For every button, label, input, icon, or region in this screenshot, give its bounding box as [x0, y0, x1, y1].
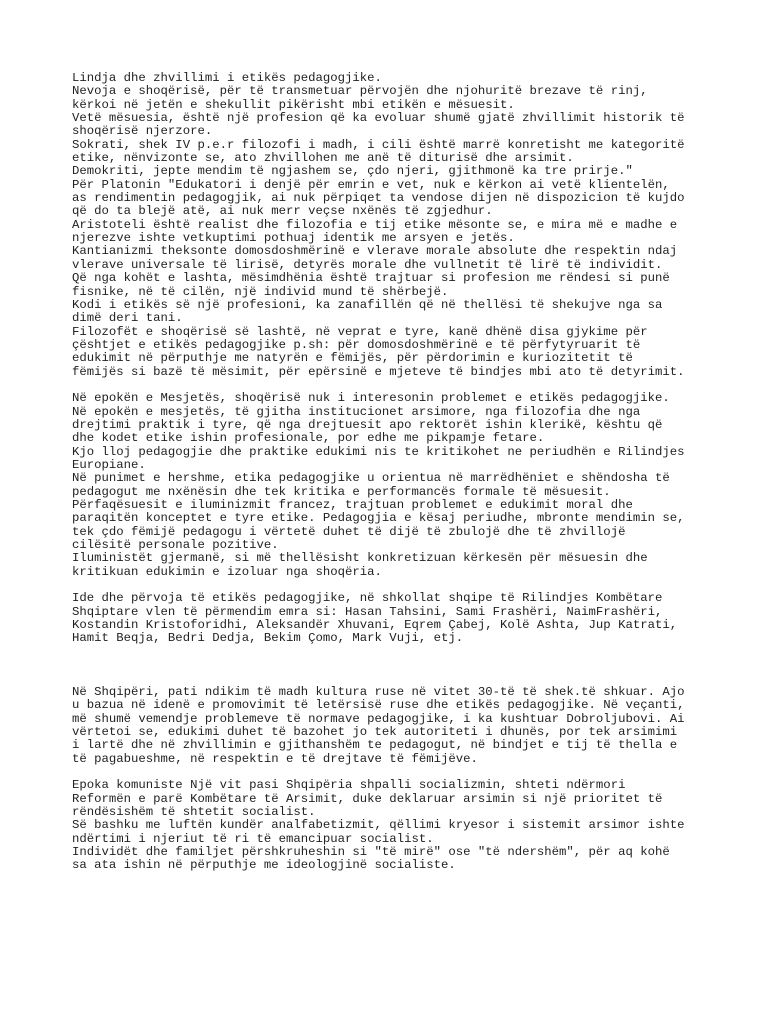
text-line: kritikuan edukimin e izoluar nga shoqëria. [72, 564, 382, 579]
text-line: edukimit në përputhje me natyrën e fëmijës, për përdorimin e kuriozitetit të [72, 351, 633, 366]
text-line: shoqërisë njerzore. [72, 124, 213, 139]
paragraph-gap [72, 672, 712, 685]
text-line: Nevoja e shoqërisë, për të transmetuar përvojën dhe njohuritë brezave të rinj, [72, 84, 648, 99]
document-body [72, 72, 712, 873]
text-line: njerezve ishte vetkuptimi pothuaj identik me arsyen e jetës. [72, 231, 515, 246]
text-line: Në epokën e mesjetës, të gjitha institucionet arsimore, nga filozofia dhe nga [72, 404, 641, 419]
text-line: Që nga kohët e lashta, mësimdhënia është trajtuar si profesion me rëndesi si punë [72, 271, 670, 286]
text-line: Përfaqësuesit e iluminizmit francez, trajtuan problemet e edukimit moral dhe [72, 498, 633, 512]
text-line: rëndësishëm të shtetit socialist. [72, 804, 316, 819]
text-line: Ide dhe përvoja të etikës pedagogjike, në shkollat shqipe të Rilindjes Kombëtare [72, 591, 663, 606]
text-line: dhe kodet etike ishin profesionale, por edhe me pikpamje fetare. [72, 431, 545, 446]
paragraph [72, 779, 712, 872]
text-line: fëmijës si bazë të mësimit, për epërsinë e mjeteve të bindjes mbi ato të detyrimit. [72, 364, 685, 379]
text-line: pedagogut me nxënësin dhe tek kritika e performancës formale të mësuesit. [72, 484, 611, 499]
text-line: Iluministët gjermanë, si më thellësisht konkretizuan kërkesën për mësuesin dhe [72, 551, 648, 566]
text-line: Hamit Beqja, Bedri Dedja, Bekim Çomo, Mark Vuji, etj. [72, 631, 464, 646]
text-line: Sokrati, shek IV p.e.r filozofi i madh, i cili është marrë konretisht me kategoritë [72, 137, 685, 152]
paragraph [72, 592, 712, 645]
paragraph-gap [72, 646, 712, 659]
text-line: ndërtimi i njeriut të ri të emancipuar socialist. [72, 831, 434, 846]
paragraph-gap [72, 766, 712, 779]
text-line: as rendimentin pedagogjik, ai nuk përpiqet ta vendose dijen në dispozicion të kujdo [72, 191, 685, 206]
paragraph-gap [72, 379, 712, 392]
text-line: dimë deri tani. [72, 311, 183, 326]
text-line: Aristoteli është realist dhe filozofia e tij etike mësonte se, e mira më e madhe e [72, 217, 678, 232]
text-line: u bazua në idenë e promovimit të letërsisë ruse dhe etikës pedagogjike. Në veçanti, [72, 698, 685, 713]
text-line: paraqitën konceptet e tyre etike. Pedagogjia e kësaj periudhe, mbronte mendimin se, [72, 511, 685, 526]
paragraph-gap [72, 579, 712, 592]
text-line: vlerave universale të lirisë, detyrës morale dhe vullnetit të lirë të individit. [72, 257, 663, 272]
text-line: etike, nënvizonte se, ato zhvillohen me anë të diturisë dhe arsimit. [72, 151, 574, 166]
text-line: drejtimi praktik i tyre, që nga drejtuesit apo rektorët ishin klerikë, kështu që [72, 417, 663, 432]
text-line: Kodi i etikës së një profesioni, ka zanafillën që në thellësi të shekujve nga sa [72, 297, 663, 312]
text-line: cilësitë personale pozitive. [72, 538, 279, 553]
paragraph [72, 72, 712, 379]
paragraph [72, 392, 712, 579]
text-line: Në punimet e hershme, etika pedagogjike u orientua në marrëdhëniet e shëndosha të [72, 471, 670, 486]
text-line: Demokriti, jepte mendim të ngjashem se, çdo njeri, gjithmonë ka tre prirje." [72, 164, 633, 179]
text-line: Kjo lloj pedagogjie dhe praktike edukimi nis te kritikohet ne periudhën e Rilindjes [72, 444, 685, 459]
text-line: Në epokën e Mesjetës, shoqërisë nuk i interesonin problemet e etikës pedagogjike. [72, 391, 670, 406]
text-line: Individët dhe familjet përshkruheshin si "të mirë" ose "të ndershëm", për aq kohë [72, 844, 670, 859]
text-line: i lartë dhe në zhvillimin e gjithanshëm te pedagogut, në bindjet e tij të thella e [72, 738, 678, 753]
text-line: fisnike, në të cilën, një individ mund të shërbejë. [72, 284, 449, 299]
text-line: Lindja dhe zhvillimi i etikës pedagogjike. [72, 71, 382, 85]
text-line: Së bashku me luftën kundër analfabetizmit, qëllimi kryesor i sistemit arsimor ishte [72, 818, 685, 833]
text-line: Kostandin Kristoforidhi, Aleksandër Xhuvani, Eqrem Çabej, Kolë Ashta, Jup Katrati, [72, 618, 678, 633]
text-line: që do ta blejë atë, ai nuk merr veçse nxënës të zgjedhur. [72, 204, 493, 219]
text-line: Kantianizmi theksonte domosdoshmërinë e vlerave morale absolute dhe respektin ndaj [72, 244, 678, 259]
text-line: të pagabueshme, në respektin e të drejtave të fëmijëve. [72, 751, 478, 766]
text-line [72, 659, 712, 672]
text-line: Filozofët e shoqërisë së lashtë, në veprat e tyre, kanë dhënë disa gjykime për [72, 324, 648, 339]
text-line: vërtetoi se, edukimi duhet të bazohet jo tek autoriteti i dhunës, por tek arsimimi [72, 724, 678, 739]
text-line: më shumë vemendje problemeve të normave pedagogjike, i ka kushtuar Dobroljubovi. Ai [72, 711, 685, 726]
paragraph [72, 659, 712, 672]
text-line: Europiane. [72, 457, 146, 472]
text-line: çështjet e etikës pedagogjike p.sh: për domosdoshmërinë e të përfytyruarit të [72, 337, 641, 352]
text-line: kërkoi në jetën e shekullit pikërisht mbi etikën e mësuesit. [72, 97, 515, 112]
text-line: Reformën e parë Kombëtare të Arsimit, duke deklaruar arsimin si një prioritet të [72, 791, 663, 806]
text-line: tek çdo fëmijë pedagogu i vërtetë duhet të dijë të zbulojë dhe të zhvillojë [72, 524, 626, 539]
text-line: Në Shqipëri, pati ndikim të madh kultura ruse në vitet 30-të të shek.të shkuar. Ajo [72, 684, 685, 699]
text-line: Për Platonin "Edukatori i denjë për emrin e vet, nuk e kërkon ai vetë klientelën, [72, 177, 670, 192]
text-line: sa ata ishin në përputhje me ideologjinë socialiste. [72, 858, 456, 873]
paragraph [72, 686, 712, 766]
text-line: Epoka komuniste Një vit pasi Shqipëria shpalli socializmin, shteti ndërmori [72, 778, 626, 793]
text-line: Vetë mësuesia, është një profesion që ka evoluar shumë gjatë zhvillimit historik të [72, 111, 685, 126]
text-line: Shqiptare vlen të përmendim emra si: Hasan Tahsini, Sami Frashëri, NaimFrashëri, [72, 604, 663, 619]
